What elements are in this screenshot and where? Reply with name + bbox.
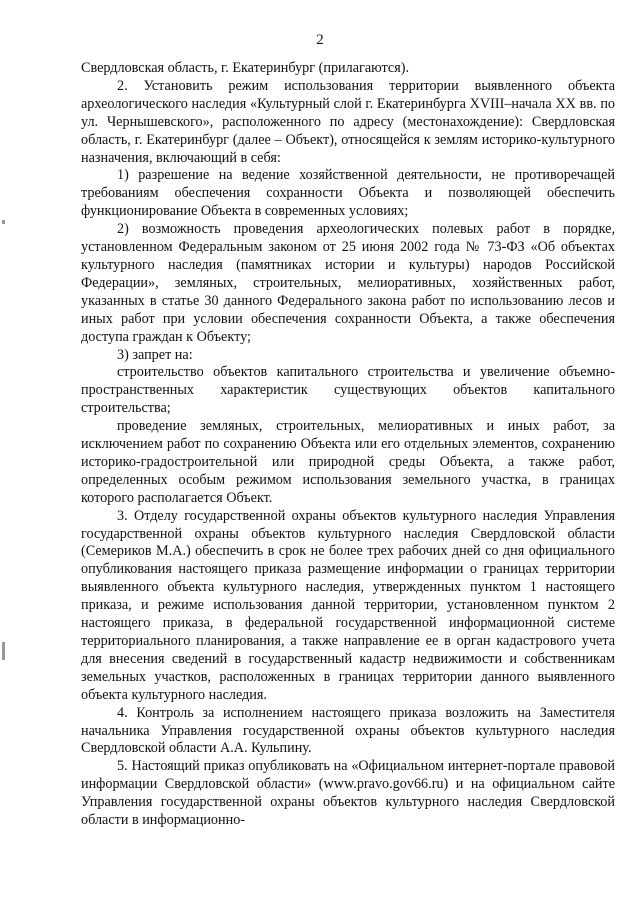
paragraph-6: строительство объектов капитального строительства и увеличение объемно-пространственных характеристик существующих объектов капитального строительства; <box>81 364 615 417</box>
document-body <box>81 60 615 830</box>
paragraph-3: 1) разрешение на ведение хозяйственной деятельности, не противоречащей требованиям обеспечения сохранности Объекта и позволяющей обеспечить функционирование Объекта в современных условиях; <box>81 167 615 220</box>
paragraph-5: 3) запрет на: <box>117 346 193 363</box>
paragraph-8: 3. Отделу государственной охраны объектов культурного наследия Управления государственной охраны объектов культурного наследия Свердловской области (Семериков М.А.) обеспечить в срок не более трех рабочих дней со дня официального опубликования настоящего приказа размещение информации о границах территории выявленного объекта культурного наследия, утвержденных пунктом 1 настоящего приказа, и режиме использования данной территории, установленном пунктом 2 настоящего приказа, в федеральной государственной информационной системе территориального планирования, а также направление ее в орган кадастрового учета для внесения сведений в государственный кадастр недвижимости и собственникам земельных участков, расположенных в границах территории данного выявленного объекта культурного наследия. <box>81 507 615 703</box>
paragraph-10: 5. Настоящий приказ опубликовать на «Официальном интернет-портале правовой информации Свердловской области» (www.pravo.gov66.ru) и на официальном сайте Управления государственной охраны объектов культурного наследия Свердловской области в информационно- <box>81 758 615 829</box>
paragraph-2: 2. Установить режим использования территории выявленного объекта археологического наследия «Культурный слой г. Екатеринбурга XVIII–начала XX вв. по ул. Чернышевского», расположенного по адресу (местонахождение): Свердловская область, г. Екатеринбург (далее – Объект), относящейся к землям историко-культурного назначения, включающий в себя: <box>81 77 615 166</box>
paragraph-1: Свердловская область, г. Екатеринбург (прилагаются). <box>81 60 409 76</box>
scan-edge-mark <box>2 642 5 660</box>
paragraph-9: 4. Контроль за исполнением настоящего приказа возложить на Заместителя начальника Управления государственной охраны объектов культурного наследия Свердловской области А.А. Кульпину. <box>81 704 615 757</box>
page-number: 2 <box>316 32 324 48</box>
paragraph-4: 2) возможность проведения археологических полевых работ в порядке, установленном Федеральным законом от 25 июня 2002 года № 73-ФЗ «Об объектах культурного наследия (памятниках истории и культуры) народов Российской Федерации», земляных, строительных, мелиоративных, хозяйственных работ, указанных в статье 30 данного Федерального закона работ по использованию лесов и иных работ при условии обеспечения сохранности Объекта, а также обеспечения доступа граждан к Объекту; <box>81 221 615 345</box>
paragraph-7: проведение земляных, строительных, мелиоративных и иных работ, за исключением работ по сохранению Объекта или его отдельных элементов, сохранению историко-градостроительной или природной среды Объекта, а также работ, определенных особым режимом использования земельного участка, в границах которого располагается Объект. <box>81 418 615 506</box>
scan-edge-mark <box>2 220 5 224</box>
